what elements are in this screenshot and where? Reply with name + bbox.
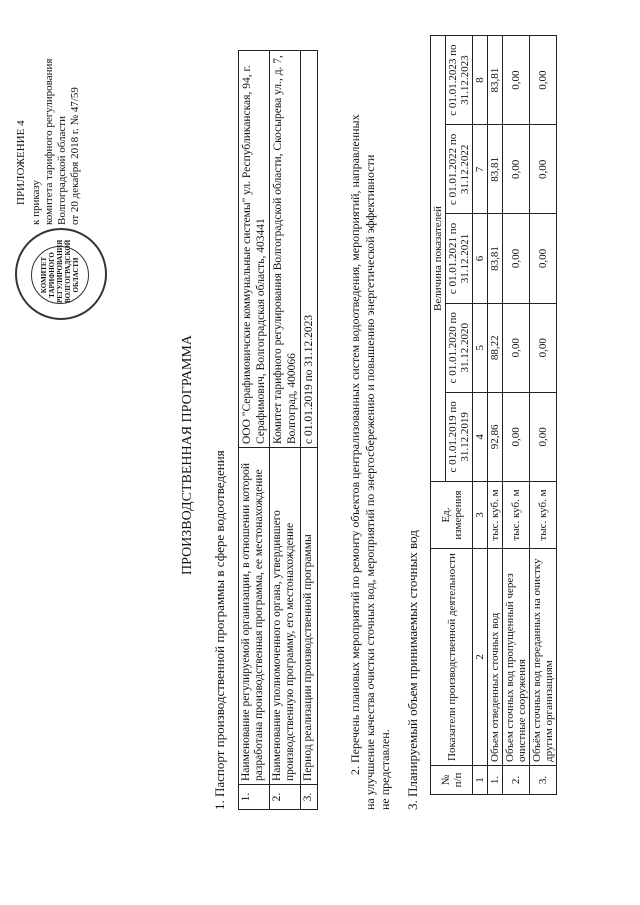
row-unit: тыс. куб. м [488,482,503,549]
col-header-period: с 01.01.2019 по 31.12.2019 [446,392,473,481]
col-number: 7 [473,125,488,214]
row-unit: тыс. куб. м [503,482,530,549]
row-value: 0,00 [503,125,530,214]
col-number: 4 [473,392,488,481]
row-value: 0,00 [530,125,557,214]
row-value: 88,22 [488,303,503,392]
section-2-line: на улучшение качества очистки сточных вод, мероприятий по энергосбережению и повышению энергетической эффективности [363,154,377,810]
column-number-row [473,36,488,795]
row-value: 0,00 [503,214,530,303]
header-line: комитета тарифного регулирования [43,58,55,225]
col-header-period: с 01.01.2022 по 31.12.2022 [446,125,473,214]
row-value: 0,00 [503,303,530,392]
row-value: 0,00 [530,36,557,125]
passport-table [238,50,318,810]
header-line: к приказу [30,179,42,225]
row-label: Наименование уполномоченного органа, утвердившего производственную программу, его местонахождение [270,448,301,785]
section-1-heading: 1. Паспорт производственной программы в сфере водоотведения [212,450,227,810]
row-value: 92,86 [488,392,503,481]
row-number: 3. [530,766,557,795]
row-number: 1. [239,785,270,810]
row-value: ООО "Серафимовичские коммунальные системы" ул. Республиканская, 94, г. Серафимович, Волгоградская область, 403441 [239,51,270,448]
col-header-group: Величина показателей [431,36,446,482]
row-number: 3. [301,785,318,810]
volume-table [430,35,557,795]
table-row [488,36,503,795]
row-unit: тыс. куб. м [530,482,557,549]
col-number: 2 [473,549,488,766]
stamp-text: КОМИТЕТ [40,256,48,294]
col-header-period: с 01.01.2023 по 31.12.2023 [446,36,473,125]
col-header-period: с 01.01.2021 по 31.12.2021 [446,214,473,303]
row-number: 2. [270,785,301,810]
col-number: 5 [473,303,488,392]
row-label: Наименование регулируемой организации, в отношении которой разработана производственная программа, ее местонахождение [239,448,270,785]
section-2-line: 2. Перечень плановых мероприятий по ремонту объектов централизованных систем водоотведения, мероприятий, направленных [348,114,362,775]
table-row [270,51,301,810]
row-name: Объём сточных вод переданных на очистку другим организациям [530,549,557,766]
row-value: 83,81 [488,36,503,125]
table-row [530,36,557,795]
official-stamp [15,228,107,320]
row-value: 0,00 [530,303,557,392]
row-value: 83,81 [488,214,503,303]
col-header-number: № п/п [431,766,473,795]
col-number: 8 [473,36,488,125]
col-number: 6 [473,214,488,303]
col-header-name: Показатели производственной деятельности [431,549,473,766]
header-line: от 20 декабря 2018 г. № 47/59 [69,87,81,225]
table-row [239,51,270,810]
document-title: ПРОИЗВОДСТВЕННАЯ ПРОГРАММА [180,335,195,575]
row-value: 0,00 [530,214,557,303]
appendix-label: ПРИЛОЖЕНИЕ 4 [15,120,27,205]
row-value: 83,81 [488,125,503,214]
col-number: 1 [473,766,488,795]
row-value: 0,00 [503,36,530,125]
row-value: 0,00 [530,392,557,481]
table-row [301,51,318,810]
table-row [503,36,530,795]
table-header-row [431,36,446,795]
header-line: Волгоградской области [56,116,68,225]
section-2-line: не представлен. [378,729,392,810]
col-header-period: с 01.01.2020 по 31.12.2020 [446,303,473,392]
row-label: Период реализации производственной программы [301,448,318,785]
stamp-text: ТАРИФНОГО [48,252,56,298]
col-header-unit: Ед. измерения [431,482,473,549]
row-value: 0,00 [503,392,530,481]
stamp-text: ОБЛАСТИ [72,257,80,293]
col-number: 3 [473,482,488,549]
stamp-text: РЕГУЛИРОВАНИЯ [56,239,64,303]
section-3-heading: 3. Планируемый объем принимаемых сточных вод [405,530,420,810]
row-number: 2. [503,766,530,795]
row-value: Комитет тарифного регулирования Волгоградской области, Скосырева ул., д. 7, Волгоград, 400066 [270,51,301,448]
row-value: с 01.01.2019 по 31.12.2023 [301,51,318,448]
row-number: 1. [488,766,503,795]
stamp-text: ВОЛГОГРАДСКОЙ [64,239,72,303]
row-name: Объем отведенных сточных вод [488,549,503,766]
row-name: Объем сточных вод пропущенный через очистные сооружения [503,549,530,766]
